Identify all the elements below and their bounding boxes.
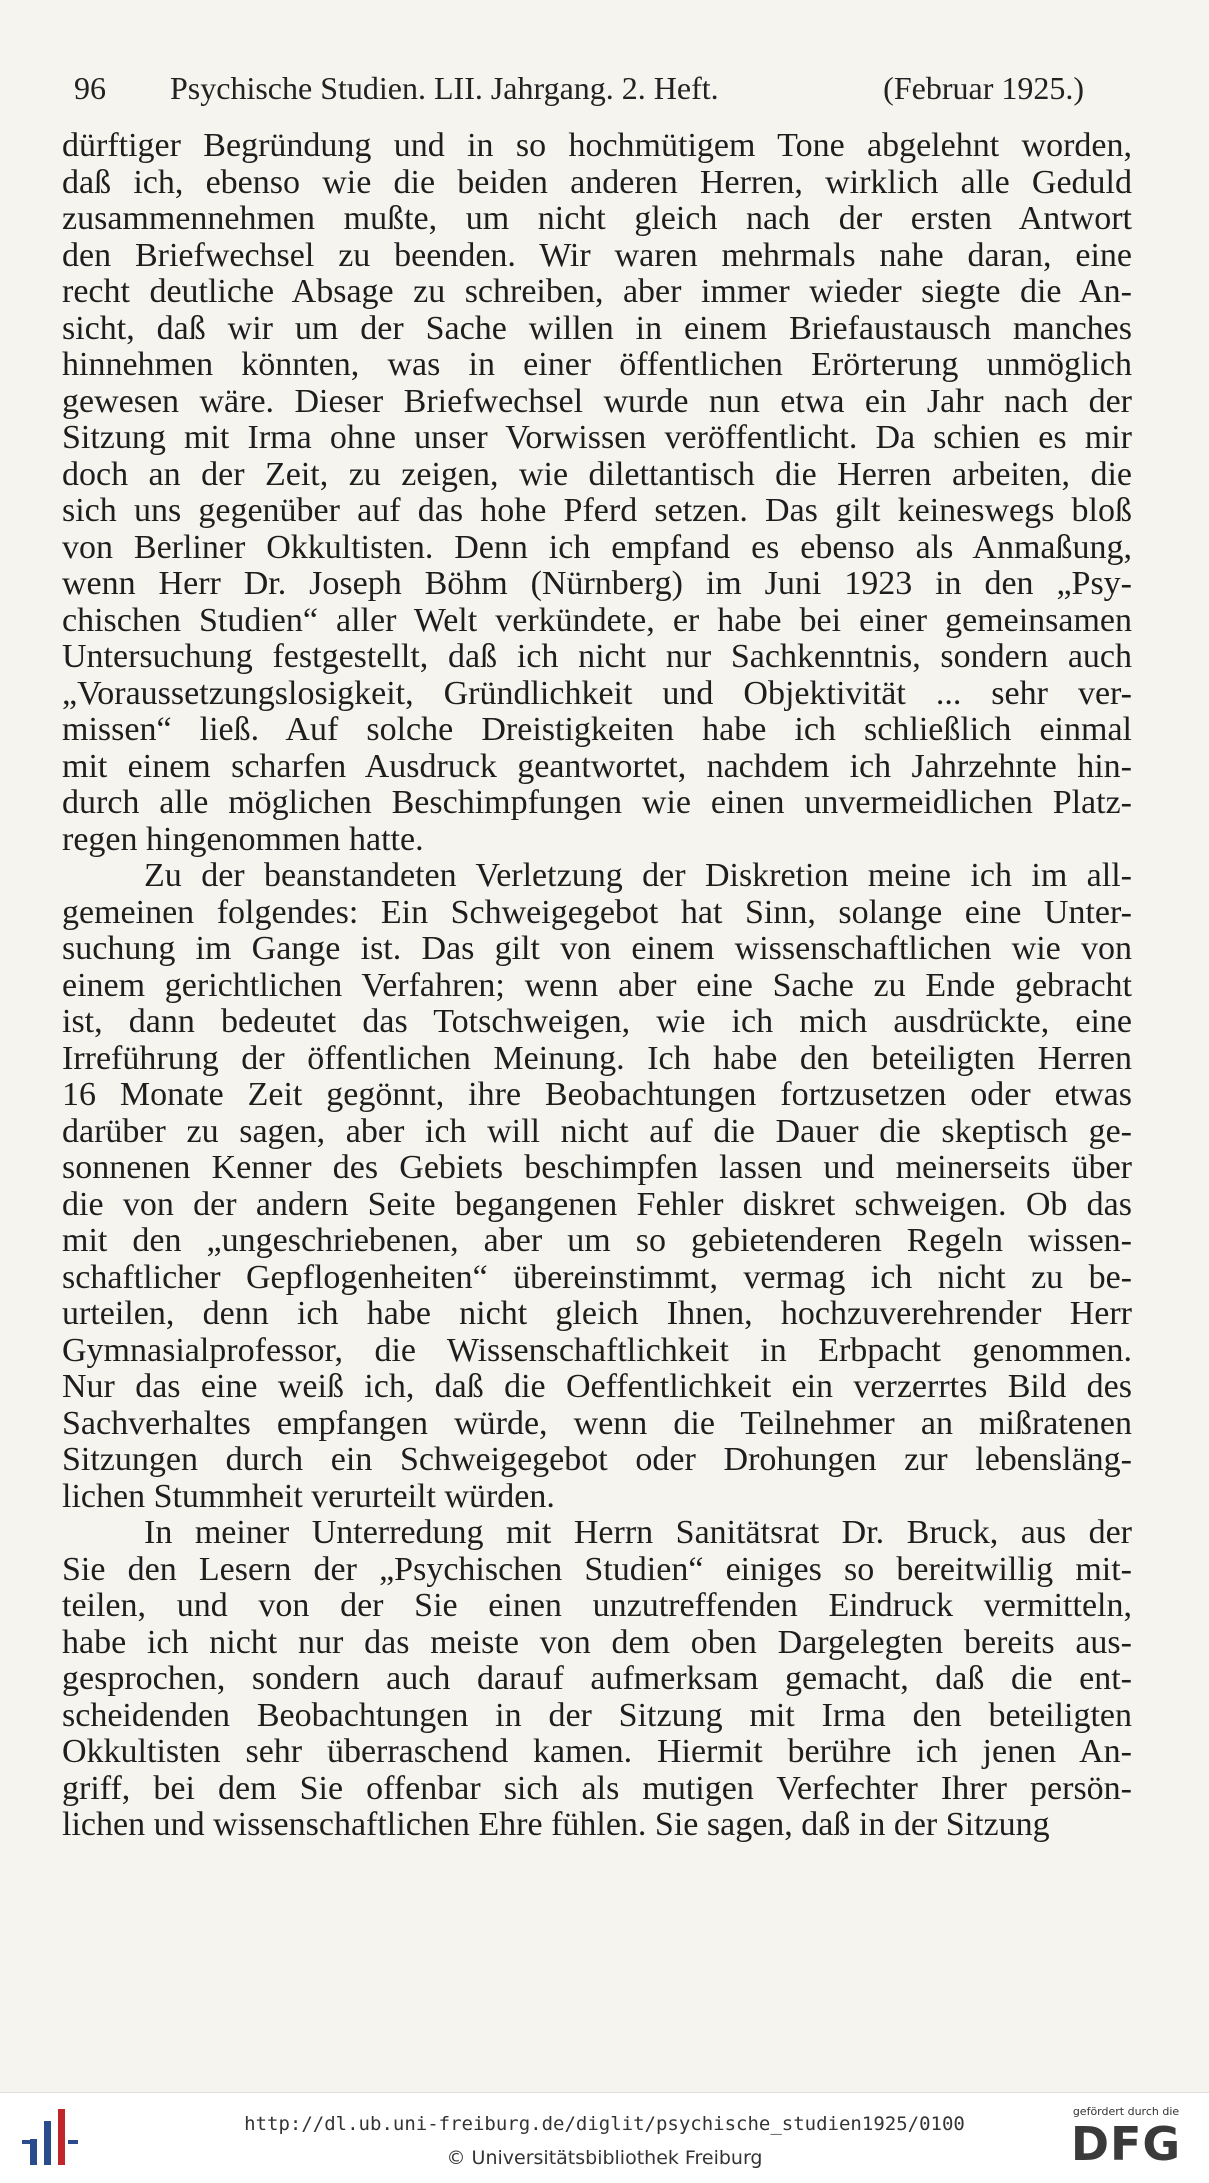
text-line: Untersuchung festgestellt, daß ich nicht nur Sachkenntnis, sondern auch [62, 639, 1132, 675]
text-line: dürftiger Begründung und in so hochmütigem Tone abgelehnt worden, [62, 128, 1132, 164]
page-number: 96 [74, 70, 106, 106]
text-line: den Briefwechsel zu beenden. Wir waren mehrmals nahe daran, eine [62, 237, 1132, 274]
text-line: Nur das eine weiß ich, daß die Oeffentlichkeit ein verzerrtes Bild des [62, 1369, 1132, 1405]
text-line: zusammennehmen mußte, um nicht gleich nach der ersten Antwort [62, 201, 1132, 237]
text-line: ist, dann bedeutet das Totschweigen, wie ich mich ausdrückte, eine [62, 1004, 1132, 1040]
text-line: hinnehmen könnten, was in einer öffentlichen Erörterung unmöglich [62, 347, 1132, 383]
text-line: wenn Herr Dr. Joseph Böhm (Nürnberg) im Juni 1923 in den „Psy- [62, 566, 1132, 602]
running-title: Psychische Studien. LII. Jahrgang. 2. Heft. [170, 70, 719, 106]
text-line: durch alle möglichen Beschimpfungen wie einen unvermeidlichen Platz- [62, 785, 1132, 821]
dfg-logo-icon: DFG [1070, 2117, 1182, 2171]
text-line: lichen und wissenschaftlichen Ehre fühlen. Sie sagen, daß in der Sitzung [62, 1807, 1050, 1843]
text-line: doch an der Zeit, zu zeigen, wie dilettantisch die Herren arbeiten, die [62, 456, 1132, 493]
text-line: mit den „ungeschriebenen, aber um so gebietenderen Regeln wissen- [62, 1223, 1132, 1259]
funding-note: gefördert durch die [1072, 2105, 1180, 2118]
text-line: gewesen wäre. Dieser Briefwechsel wurde nun etwa ein Jahr nach der [62, 383, 1132, 420]
running-header [74, 64, 1084, 114]
text-line: sonnenen Kenner des Gebiets beschimpfen lassen und meinerseits über [62, 1150, 1132, 1186]
text-line: regen hingenommen hatte. [62, 821, 424, 858]
text-line: von Berliner Okkultisten. Denn ich empfand es ebenso als Anmaßung, [62, 529, 1132, 566]
text-line: habe ich nicht nur das meiste von dem oben Dargelegten bereits aus- [62, 1624, 1132, 1661]
text-line: sich uns gegenüber auf das hohe Pferd setzen. Das gilt keineswegs bloß [62, 493, 1132, 529]
text-line: Okkultisten sehr überraschend kamen. Hiermit berühre ich jenen An- [62, 1734, 1132, 1770]
text-line: schaftlicher Gepflogenheiten“ übereinstimmt, vermag ich nicht zu be- [62, 1259, 1132, 1296]
text-line: die von der andern Seite begangenen Fehler diskret schweigen. Ob das [62, 1186, 1132, 1223]
text-line: Gymnasialprofessor, die Wissenschaftlichkeit in Erbpacht genommen. [62, 1332, 1132, 1369]
issue-date: (Februar 1925.) [883, 70, 1084, 106]
text-line: In meiner Unterredung mit Herrn Sanitätsrat Dr. Bruck, aus der [144, 1515, 1132, 1551]
body-text [62, 128, 1132, 1844]
text-line: gemeinen folgendes: Ein Schweigegebot hat Sinn, solange eine Unter- [62, 894, 1132, 931]
text-line: griff, bei dem Sie offenbar sich als mutigen Verfechter Ihrer persön- [62, 1770, 1132, 1807]
text-line: sicht, daß wir um der Sache willen in einem Briefaustausch manches [62, 310, 1132, 347]
text-line: Sie den Lesern der „Psychischen Studien“ einiges so bereitwillig mit- [62, 1551, 1132, 1588]
text-line: daß ich, ebenso wie die beiden anderen Herren, wirklich alle Geduld [62, 164, 1132, 201]
paragraph [62, 858, 1132, 1515]
text-line: Sachverhaltes empfangen würde, wenn die Teilnehmer an mißratenen [62, 1405, 1132, 1442]
text-line: Irreführung der öffentlichen Meinung. Ich habe den beteiligten Herren [62, 1040, 1132, 1077]
dfg-funding-logo [1061, 2105, 1191, 2170]
text-line: suchung im Gange ist. Das gilt von einem wissenschaftlichen wie von [62, 931, 1132, 967]
paragraph [62, 1515, 1132, 1844]
copyright-notice: © Universitätsbibliothek Freiburg [446, 2147, 763, 2169]
viewer-footer [0, 2092, 1209, 2183]
text-line: Sitzungen durch ein Schweigegebot oder Drohungen zur lebensläng- [62, 1442, 1132, 1478]
text-line: „Voraussetzungslosigkeit, Gründlichkeit und Objektivität ... sehr ver- [62, 675, 1132, 712]
text-line: Sitzung mit Irma ohne unser Vorwissen veröffentlicht. Da schien es mir [62, 420, 1132, 456]
permalink-url[interactable]: http://dl.ub.uni-freiburg.de/diglit/psychische_studien1925/0100 [244, 2113, 965, 2135]
text-line: recht deutliche Absage zu schreiben, aber immer wieder siegte die An- [62, 274, 1132, 310]
paragraph [62, 128, 1132, 858]
text-line: Zu der beanstandeten Verletzung der Diskretion meine ich im all- [144, 858, 1132, 894]
text-line: lichen Stummheit verurteilt würden. [62, 1478, 555, 1515]
text-line: chischen Studien“ aller Welt verkündete, er habe bei einer gemeinsamen [62, 602, 1132, 639]
text-line: gesprochen, sondern auch darauf aufmerksam gemacht, daß die ent- [62, 1661, 1132, 1697]
text-line: missen“ ließ. Auf solche Dreistigkeiten habe ich schließlich einmal [62, 712, 1132, 748]
text-line: urteilen, denn ich habe nicht gleich Ihnen, hochzuverehrender Herr [62, 1296, 1132, 1332]
text-line: einem gerichtlichen Verfahren; wenn aber eine Sache zu Ende gebracht [62, 967, 1132, 1004]
text-line: darüber zu sagen, aber ich will nicht auf die Dauer die skeptisch ge- [62, 1113, 1132, 1150]
text-line: 16 Monate Zeit gegönnt, ihre Beobachtungen fortzusetzen oder etwas [62, 1077, 1132, 1113]
text-line: mit einem scharfen Ausdruck geantwortet, nachdem ich Jahrzehnte hin- [62, 748, 1132, 785]
text-line: teilen, und von der Sie einen unzutreffenden Eindruck vermitteln, [62, 1588, 1132, 1624]
text-line: scheidenden Beobachtungen in der Sitzung mit Irma den beteiligten [62, 1697, 1132, 1734]
